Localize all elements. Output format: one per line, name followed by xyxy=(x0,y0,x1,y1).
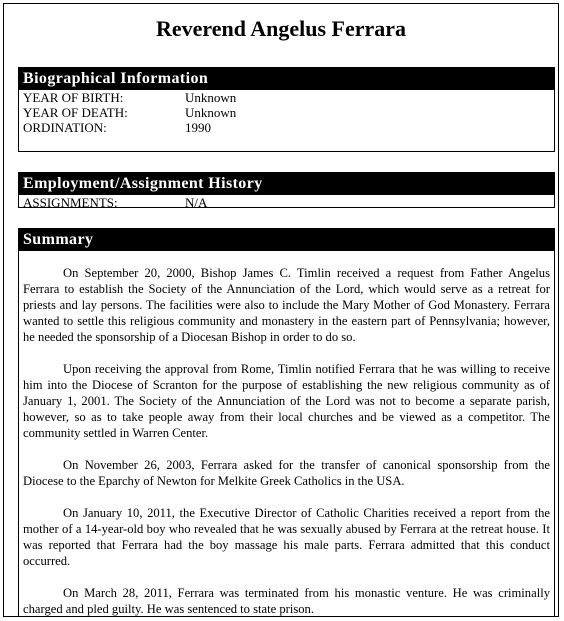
bio-value: Unknown xyxy=(185,90,237,105)
biographical-header: Biographical Information xyxy=(19,68,554,90)
bio-row-death xyxy=(19,105,554,120)
summary-section xyxy=(18,228,555,616)
summary-paragraph: On September 20, 2000, Bishop James C. Timlin received a request from Father Angelus Ferrara to establish the Society of the Annunciation of the Lord, which would serve as a retreat for priests and lay persons. The facilities were also to include the Mary Mother of God Monastery. Ferrara wanted to settle this religious community and monastery in the eastern part of Pennsylvania; however, he needed the sponsorship of a Diocesan Bishop in order to do so. xyxy=(23,266,550,344)
employment-row-assignments xyxy=(19,195,554,210)
bio-value: Unknown xyxy=(185,105,237,120)
bio-row-ordination xyxy=(19,120,554,135)
employment-section xyxy=(18,172,555,208)
document-page xyxy=(3,3,559,617)
summary-paragraph: On January 10, 2011, the Executive Director of Catholic Charities received a report from the mother of a 14-year-old boy who revealed that he was sexually abused by Ferrara at the retreat house. It was reported that Ferrara had the boy massage his male parts. Ferrara admitted that this conduct occurred. xyxy=(23,506,550,568)
employment-value: N/A xyxy=(185,195,208,210)
bio-label: YEAR OF BIRTH: xyxy=(23,90,124,105)
summary-body xyxy=(19,251,554,617)
employment-label: ASSIGNMENTS: xyxy=(23,195,118,210)
summary-paragraph: On March 28, 2011, Ferrara was terminated from his monastic venture. He was criminally charged and pled guilty. He was sentenced to state prison. xyxy=(23,586,550,616)
summary-header: Summary xyxy=(19,229,554,251)
bio-label: ORDINATION: xyxy=(23,120,107,135)
employment-header: Employment/Assignment History xyxy=(19,173,554,195)
biographical-section xyxy=(18,67,555,152)
page-title: Reverend Angelus Ferrara xyxy=(155,16,407,41)
summary-paragraph: Upon receiving the approval from Rome, Timlin notified Ferrara that he was willing to receive him into the Diocese of Scranton for the purpose of establishing the new religious community as of January 1, 2001. The Society of the Annunciation of the Lord was not to become a separate parish, however, so as to take people away from their local churches and be viewed as a competitor. The community settled in Warren Center. xyxy=(23,362,550,440)
bio-value: 1990 xyxy=(185,120,211,135)
summary-paragraph: On November 26, 2003, Ferrara asked for the transfer of canonical sponsorship from the Diocese to the Eparchy of Newton for Melkite Greek Catholics in the USA. xyxy=(23,458,550,488)
bio-row-birth xyxy=(19,90,554,105)
bio-label: YEAR OF DEATH: xyxy=(23,105,128,120)
